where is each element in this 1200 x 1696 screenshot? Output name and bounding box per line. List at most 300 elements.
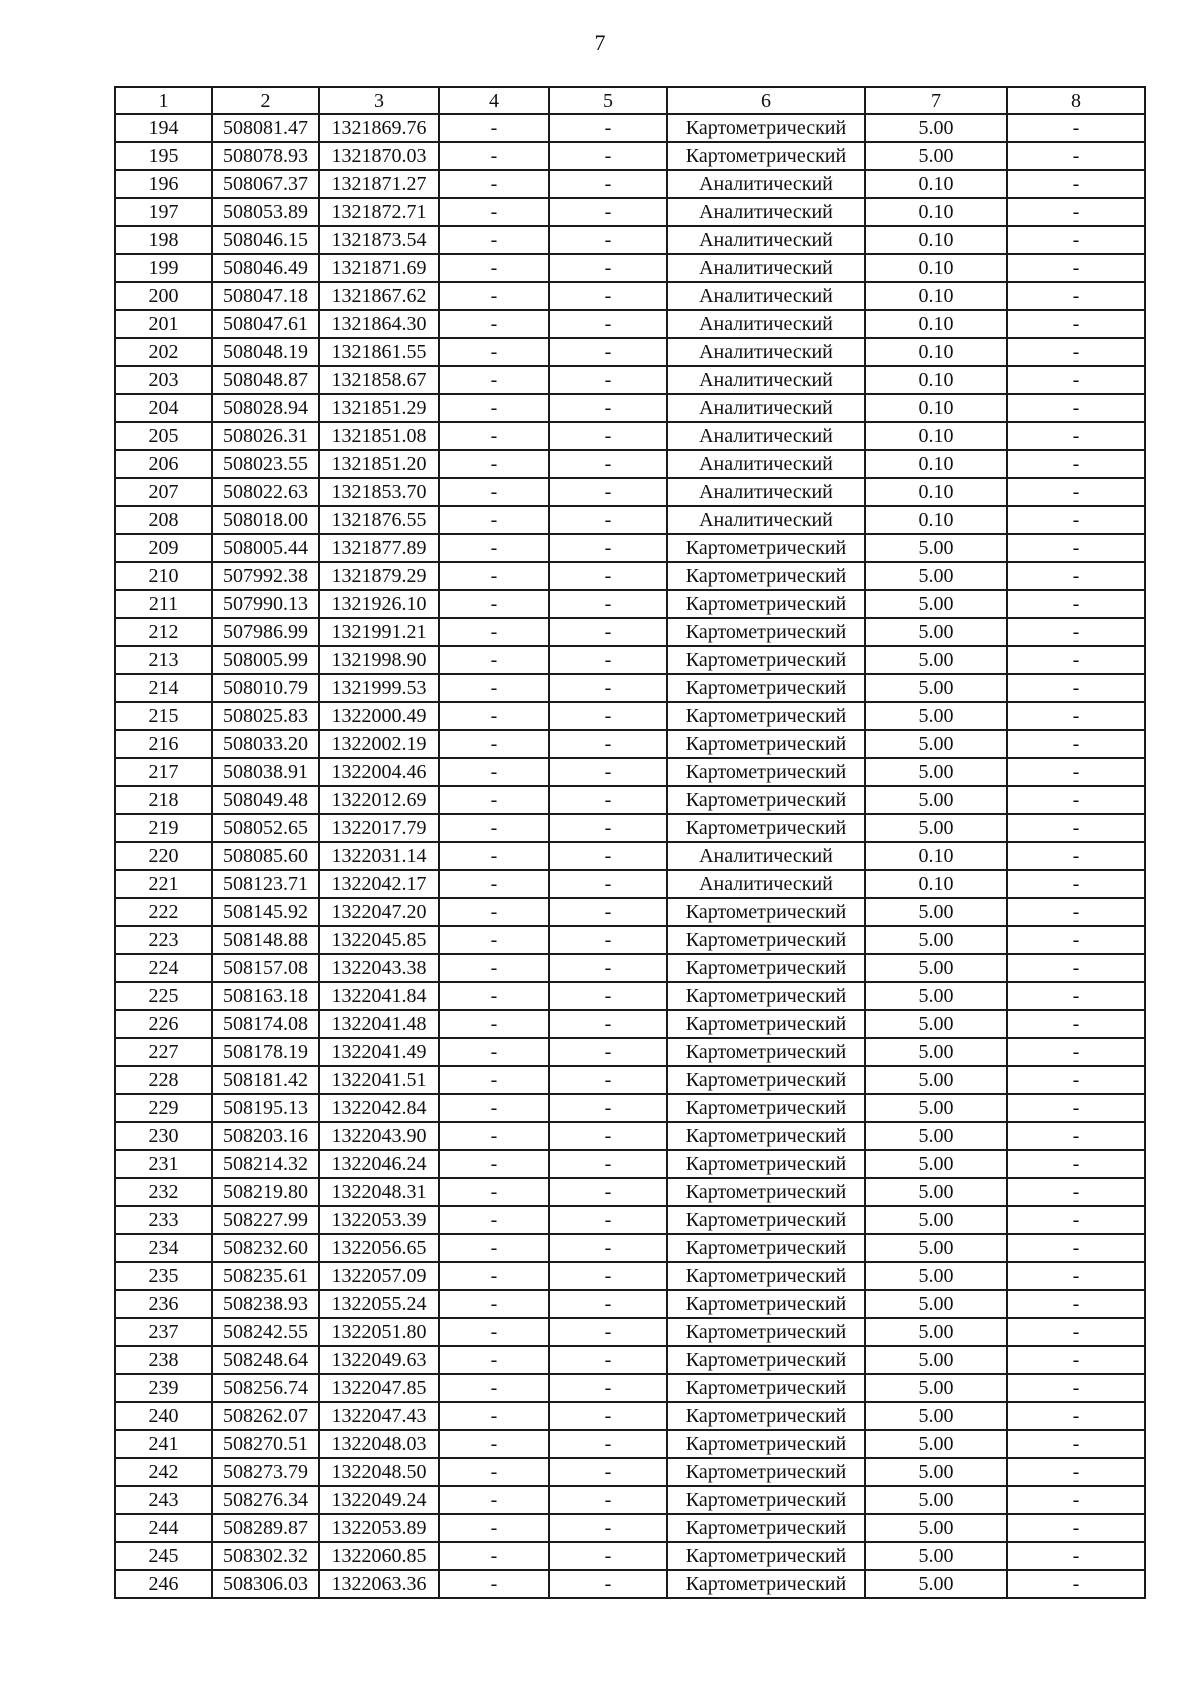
method-cell: Аналитический bbox=[667, 842, 865, 870]
y-coordinate-cell: 1321869.76 bbox=[319, 114, 439, 142]
col-8-value-cell: - bbox=[1007, 282, 1145, 310]
method-cell: Картометрический bbox=[667, 982, 865, 1010]
point-number-cell: 196 bbox=[115, 170, 212, 198]
method-cell: Картометрический bbox=[667, 1262, 865, 1290]
x-coordinate-cell: 508033.20 bbox=[212, 730, 319, 758]
method-cell: Картометрический bbox=[667, 1178, 865, 1206]
method-cell: Картометрический bbox=[667, 618, 865, 646]
x-coordinate-cell: 508174.08 bbox=[212, 1010, 319, 1038]
col-5-value-cell: - bbox=[549, 282, 667, 310]
col-4-value-cell: - bbox=[439, 1570, 549, 1598]
accuracy-cell: 5.00 bbox=[865, 786, 1007, 814]
accuracy-cell: 0.10 bbox=[865, 170, 1007, 198]
col-8-value-cell: - bbox=[1007, 478, 1145, 506]
table-row bbox=[115, 366, 1145, 394]
y-coordinate-cell: 1322063.36 bbox=[319, 1570, 439, 1598]
method-cell: Картометрический bbox=[667, 1010, 865, 1038]
method-cell: Картометрический bbox=[667, 954, 865, 982]
y-coordinate-cell: 1322045.85 bbox=[319, 926, 439, 954]
col-5-value-cell: - bbox=[549, 366, 667, 394]
point-number-cell: 216 bbox=[115, 730, 212, 758]
table-body bbox=[115, 114, 1145, 1598]
col-4-value-cell: - bbox=[439, 142, 549, 170]
x-coordinate-cell: 507986.99 bbox=[212, 618, 319, 646]
x-coordinate-cell: 508232.60 bbox=[212, 1234, 319, 1262]
x-coordinate-cell: 508302.32 bbox=[212, 1542, 319, 1570]
table-row bbox=[115, 478, 1145, 506]
table-row bbox=[115, 702, 1145, 730]
x-coordinate-cell: 508148.88 bbox=[212, 926, 319, 954]
col-4-value-cell: - bbox=[439, 982, 549, 1010]
method-cell: Картометрический bbox=[667, 730, 865, 758]
col-8-value-cell: - bbox=[1007, 1458, 1145, 1486]
col-8-value-cell: - bbox=[1007, 198, 1145, 226]
point-number-cell: 200 bbox=[115, 282, 212, 310]
col-5-value-cell: - bbox=[549, 1206, 667, 1234]
col-4-value-cell: - bbox=[439, 1514, 549, 1542]
col-5-value-cell: - bbox=[549, 1094, 667, 1122]
accuracy-cell: 0.10 bbox=[865, 254, 1007, 282]
method-cell: Аналитический bbox=[667, 282, 865, 310]
col-5-value-cell: - bbox=[549, 730, 667, 758]
col-8-value-cell: - bbox=[1007, 842, 1145, 870]
accuracy-cell: 0.10 bbox=[865, 394, 1007, 422]
col-8-value-cell: - bbox=[1007, 534, 1145, 562]
col-5-value-cell: - bbox=[549, 1150, 667, 1178]
accuracy-cell: 5.00 bbox=[865, 674, 1007, 702]
y-coordinate-cell: 1322048.03 bbox=[319, 1430, 439, 1458]
y-coordinate-cell: 1322055.24 bbox=[319, 1290, 439, 1318]
method-cell: Картометрический bbox=[667, 1430, 865, 1458]
accuracy-cell: 5.00 bbox=[865, 1038, 1007, 1066]
col-4-value-cell: - bbox=[439, 1178, 549, 1206]
col-8-value-cell: - bbox=[1007, 590, 1145, 618]
point-number-cell: 237 bbox=[115, 1318, 212, 1346]
page-number: 7 bbox=[594, 30, 606, 55]
col-4-value-cell: - bbox=[439, 394, 549, 422]
x-coordinate-cell: 508262.07 bbox=[212, 1402, 319, 1430]
col-4-value-cell: - bbox=[439, 730, 549, 758]
method-cell: Картометрический bbox=[667, 1318, 865, 1346]
point-number-cell: 230 bbox=[115, 1122, 212, 1150]
method-cell: Картометрический bbox=[667, 786, 865, 814]
y-coordinate-cell: 1321873.54 bbox=[319, 226, 439, 254]
method-cell: Картометрический bbox=[667, 926, 865, 954]
x-coordinate-cell: 508046.49 bbox=[212, 254, 319, 282]
y-coordinate-cell: 1321870.03 bbox=[319, 142, 439, 170]
point-number-cell: 232 bbox=[115, 1178, 212, 1206]
accuracy-cell: 5.00 bbox=[865, 1122, 1007, 1150]
point-number-cell: 198 bbox=[115, 226, 212, 254]
col-4-value-cell: - bbox=[439, 1430, 549, 1458]
y-coordinate-cell: 1321851.20 bbox=[319, 450, 439, 478]
y-coordinate-cell: 1321853.70 bbox=[319, 478, 439, 506]
x-coordinate-cell: 507992.38 bbox=[212, 562, 319, 590]
point-number-cell: 207 bbox=[115, 478, 212, 506]
col-8-value-cell: - bbox=[1007, 1234, 1145, 1262]
accuracy-cell: 0.10 bbox=[865, 450, 1007, 478]
col-5-value-cell: - bbox=[549, 674, 667, 702]
point-number-cell: 205 bbox=[115, 422, 212, 450]
header-row bbox=[115, 87, 1145, 114]
point-number-cell: 242 bbox=[115, 1458, 212, 1486]
col-8-value-cell: - bbox=[1007, 1122, 1145, 1150]
y-coordinate-cell: 1322047.85 bbox=[319, 1374, 439, 1402]
x-coordinate-cell: 508242.55 bbox=[212, 1318, 319, 1346]
x-coordinate-cell: 508181.42 bbox=[212, 1066, 319, 1094]
col-8-value-cell: - bbox=[1007, 1346, 1145, 1374]
point-number-cell: 243 bbox=[115, 1486, 212, 1514]
point-number-cell: 239 bbox=[115, 1374, 212, 1402]
y-coordinate-cell: 1321861.55 bbox=[319, 338, 439, 366]
col-8-value-cell: - bbox=[1007, 1010, 1145, 1038]
table-row bbox=[115, 1010, 1145, 1038]
col-8-value-cell: - bbox=[1007, 394, 1145, 422]
y-coordinate-cell: 1321851.29 bbox=[319, 394, 439, 422]
point-number-cell: 195 bbox=[115, 142, 212, 170]
method-cell: Картометрический bbox=[667, 1542, 865, 1570]
col-5-value-cell: - bbox=[549, 842, 667, 870]
method-cell: Картометрический bbox=[667, 1374, 865, 1402]
col-5-value-cell: - bbox=[549, 646, 667, 674]
accuracy-cell: 5.00 bbox=[865, 1514, 1007, 1542]
table-row bbox=[115, 282, 1145, 310]
col-4-value-cell: - bbox=[439, 226, 549, 254]
x-coordinate-cell: 508085.60 bbox=[212, 842, 319, 870]
col-4-value-cell: - bbox=[439, 646, 549, 674]
x-coordinate-cell: 508046.15 bbox=[212, 226, 319, 254]
col-4-value-cell: - bbox=[439, 870, 549, 898]
table-row bbox=[115, 1094, 1145, 1122]
column-header: 2 bbox=[212, 87, 319, 114]
table-row bbox=[115, 1066, 1145, 1094]
table-row bbox=[115, 646, 1145, 674]
method-cell: Аналитический bbox=[667, 198, 865, 226]
accuracy-cell: 5.00 bbox=[865, 730, 1007, 758]
accuracy-cell: 5.00 bbox=[865, 758, 1007, 786]
method-cell: Картометрический bbox=[667, 1402, 865, 1430]
col-8-value-cell: - bbox=[1007, 1514, 1145, 1542]
x-coordinate-cell: 508049.48 bbox=[212, 786, 319, 814]
table-row bbox=[115, 870, 1145, 898]
point-number-cell: 245 bbox=[115, 1542, 212, 1570]
x-coordinate-cell: 508067.37 bbox=[212, 170, 319, 198]
accuracy-cell: 5.00 bbox=[865, 562, 1007, 590]
col-5-value-cell: - bbox=[549, 450, 667, 478]
accuracy-cell: 5.00 bbox=[865, 1150, 1007, 1178]
accuracy-cell: 0.10 bbox=[865, 870, 1007, 898]
y-coordinate-cell: 1322046.24 bbox=[319, 1150, 439, 1178]
col-5-value-cell: - bbox=[549, 870, 667, 898]
table-row bbox=[115, 170, 1145, 198]
point-number-cell: 215 bbox=[115, 702, 212, 730]
y-coordinate-cell: 1321867.62 bbox=[319, 282, 439, 310]
accuracy-cell: 5.00 bbox=[865, 1430, 1007, 1458]
method-cell: Картометрический bbox=[667, 1066, 865, 1094]
method-cell: Картометрический bbox=[667, 1206, 865, 1234]
point-number-cell: 217 bbox=[115, 758, 212, 786]
y-coordinate-cell: 1321991.21 bbox=[319, 618, 439, 646]
col-5-value-cell: - bbox=[549, 1486, 667, 1514]
x-coordinate-cell: 508157.08 bbox=[212, 954, 319, 982]
y-coordinate-cell: 1322051.80 bbox=[319, 1318, 439, 1346]
y-coordinate-cell: 1321872.71 bbox=[319, 198, 439, 226]
col-4-value-cell: - bbox=[439, 926, 549, 954]
y-coordinate-cell: 1322057.09 bbox=[319, 1262, 439, 1290]
y-coordinate-cell: 1321864.30 bbox=[319, 310, 439, 338]
col-8-value-cell: - bbox=[1007, 450, 1145, 478]
x-coordinate-cell: 508276.34 bbox=[212, 1486, 319, 1514]
point-number-cell: 223 bbox=[115, 926, 212, 954]
col-4-value-cell: - bbox=[439, 282, 549, 310]
col-5-value-cell: - bbox=[549, 1122, 667, 1150]
point-number-cell: 210 bbox=[115, 562, 212, 590]
accuracy-cell: 5.00 bbox=[865, 618, 1007, 646]
col-5-value-cell: - bbox=[549, 1346, 667, 1374]
accuracy-cell: 0.10 bbox=[865, 478, 1007, 506]
accuracy-cell: 5.00 bbox=[865, 1066, 1007, 1094]
table-row bbox=[115, 506, 1145, 534]
y-coordinate-cell: 1321926.10 bbox=[319, 590, 439, 618]
y-coordinate-cell: 1321858.67 bbox=[319, 366, 439, 394]
col-5-value-cell: - bbox=[549, 394, 667, 422]
table-row bbox=[115, 1262, 1145, 1290]
column-header: 3 bbox=[319, 87, 439, 114]
col-8-value-cell: - bbox=[1007, 1430, 1145, 1458]
method-cell: Картометрический bbox=[667, 1346, 865, 1374]
accuracy-cell: 5.00 bbox=[865, 1402, 1007, 1430]
col-5-value-cell: - bbox=[549, 254, 667, 282]
accuracy-cell: 5.00 bbox=[865, 1290, 1007, 1318]
col-8-value-cell: - bbox=[1007, 1290, 1145, 1318]
col-4-value-cell: - bbox=[439, 786, 549, 814]
table-row bbox=[115, 1514, 1145, 1542]
col-4-value-cell: - bbox=[439, 1402, 549, 1430]
col-8-value-cell: - bbox=[1007, 730, 1145, 758]
method-cell: Картометрический bbox=[667, 1486, 865, 1514]
x-coordinate-cell: 507990.13 bbox=[212, 590, 319, 618]
accuracy-cell: 5.00 bbox=[865, 1374, 1007, 1402]
col-8-value-cell: - bbox=[1007, 898, 1145, 926]
column-header: 5 bbox=[549, 87, 667, 114]
y-coordinate-cell: 1321876.55 bbox=[319, 506, 439, 534]
col-5-value-cell: - bbox=[549, 1318, 667, 1346]
x-coordinate-cell: 508178.19 bbox=[212, 1038, 319, 1066]
col-8-value-cell: - bbox=[1007, 1402, 1145, 1430]
col-8-value-cell: - bbox=[1007, 982, 1145, 1010]
x-coordinate-cell: 508306.03 bbox=[212, 1570, 319, 1598]
col-5-value-cell: - bbox=[549, 1458, 667, 1486]
table-row bbox=[115, 1486, 1145, 1514]
column-header: 8 bbox=[1007, 87, 1145, 114]
method-cell: Картометрический bbox=[667, 1234, 865, 1262]
col-8-value-cell: - bbox=[1007, 1094, 1145, 1122]
x-coordinate-cell: 508026.31 bbox=[212, 422, 319, 450]
col-5-value-cell: - bbox=[549, 1010, 667, 1038]
table-row bbox=[115, 1206, 1145, 1234]
x-coordinate-cell: 508289.87 bbox=[212, 1514, 319, 1542]
accuracy-cell: 0.10 bbox=[865, 282, 1007, 310]
point-number-cell: 202 bbox=[115, 338, 212, 366]
coordinates-table bbox=[114, 86, 1146, 1599]
x-coordinate-cell: 508053.89 bbox=[212, 198, 319, 226]
accuracy-cell: 0.10 bbox=[865, 842, 1007, 870]
y-coordinate-cell: 1321851.08 bbox=[319, 422, 439, 450]
table-row bbox=[115, 982, 1145, 1010]
x-coordinate-cell: 508219.80 bbox=[212, 1178, 319, 1206]
col-5-value-cell: - bbox=[549, 1262, 667, 1290]
col-4-value-cell: - bbox=[439, 534, 549, 562]
point-number-cell: 236 bbox=[115, 1290, 212, 1318]
table-row bbox=[115, 422, 1145, 450]
point-number-cell: 233 bbox=[115, 1206, 212, 1234]
table-row bbox=[115, 534, 1145, 562]
x-coordinate-cell: 508195.13 bbox=[212, 1094, 319, 1122]
point-number-cell: 226 bbox=[115, 1010, 212, 1038]
col-8-value-cell: - bbox=[1007, 758, 1145, 786]
point-number-cell: 203 bbox=[115, 366, 212, 394]
x-coordinate-cell: 508048.19 bbox=[212, 338, 319, 366]
method-cell: Аналитический bbox=[667, 310, 865, 338]
col-8-value-cell: - bbox=[1007, 674, 1145, 702]
col-5-value-cell: - bbox=[549, 898, 667, 926]
x-coordinate-cell: 508235.61 bbox=[212, 1262, 319, 1290]
col-5-value-cell: - bbox=[549, 170, 667, 198]
accuracy-cell: 5.00 bbox=[865, 1346, 1007, 1374]
accuracy-cell: 5.00 bbox=[865, 1262, 1007, 1290]
point-number-cell: 206 bbox=[115, 450, 212, 478]
method-cell: Картометрический bbox=[667, 1122, 865, 1150]
col-5-value-cell: - bbox=[549, 702, 667, 730]
col-8-value-cell: - bbox=[1007, 114, 1145, 142]
method-cell: Аналитический bbox=[667, 870, 865, 898]
col-4-value-cell: - bbox=[439, 1262, 549, 1290]
y-coordinate-cell: 1322048.50 bbox=[319, 1458, 439, 1486]
table-row bbox=[115, 198, 1145, 226]
col-8-value-cell: - bbox=[1007, 786, 1145, 814]
col-5-value-cell: - bbox=[549, 954, 667, 982]
y-coordinate-cell: 1322041.51 bbox=[319, 1066, 439, 1094]
point-number-cell: 201 bbox=[115, 310, 212, 338]
method-cell: Аналитический bbox=[667, 450, 865, 478]
col-4-value-cell: - bbox=[439, 506, 549, 534]
x-coordinate-cell: 508227.99 bbox=[212, 1206, 319, 1234]
method-cell: Картометрический bbox=[667, 674, 865, 702]
method-cell: Картометрический bbox=[667, 1458, 865, 1486]
point-number-cell: 199 bbox=[115, 254, 212, 282]
col-4-value-cell: - bbox=[439, 1094, 549, 1122]
y-coordinate-cell: 1322053.89 bbox=[319, 1514, 439, 1542]
y-coordinate-cell: 1322041.48 bbox=[319, 1010, 439, 1038]
col-4-value-cell: - bbox=[439, 702, 549, 730]
point-number-cell: 197 bbox=[115, 198, 212, 226]
table-row bbox=[115, 1346, 1145, 1374]
accuracy-cell: 5.00 bbox=[865, 954, 1007, 982]
point-number-cell: 228 bbox=[115, 1066, 212, 1094]
col-8-value-cell: - bbox=[1007, 1206, 1145, 1234]
col-5-value-cell: - bbox=[549, 1038, 667, 1066]
column-header: 1 bbox=[115, 87, 212, 114]
table-row bbox=[115, 450, 1145, 478]
col-5-value-cell: - bbox=[549, 422, 667, 450]
col-5-value-cell: - bbox=[549, 114, 667, 142]
table-row bbox=[115, 1150, 1145, 1178]
accuracy-cell: 5.00 bbox=[865, 814, 1007, 842]
col-5-value-cell: - bbox=[549, 226, 667, 254]
accuracy-cell: 0.10 bbox=[865, 506, 1007, 534]
col-8-value-cell: - bbox=[1007, 814, 1145, 842]
accuracy-cell: 0.10 bbox=[865, 310, 1007, 338]
accuracy-cell: 5.00 bbox=[865, 982, 1007, 1010]
accuracy-cell: 5.00 bbox=[865, 534, 1007, 562]
col-8-value-cell: - bbox=[1007, 254, 1145, 282]
accuracy-cell: 5.00 bbox=[865, 702, 1007, 730]
method-cell: Картометрический bbox=[667, 562, 865, 590]
col-4-value-cell: - bbox=[439, 1010, 549, 1038]
col-5-value-cell: - bbox=[549, 1430, 667, 1458]
accuracy-cell: 5.00 bbox=[865, 1458, 1007, 1486]
y-coordinate-cell: 1322053.39 bbox=[319, 1206, 439, 1234]
col-8-value-cell: - bbox=[1007, 506, 1145, 534]
point-number-cell: 231 bbox=[115, 1150, 212, 1178]
col-5-value-cell: - bbox=[549, 926, 667, 954]
col-4-value-cell: - bbox=[439, 1374, 549, 1402]
col-8-value-cell: - bbox=[1007, 1262, 1145, 1290]
point-number-cell: 240 bbox=[115, 1402, 212, 1430]
table-row bbox=[115, 310, 1145, 338]
x-coordinate-cell: 508203.16 bbox=[212, 1122, 319, 1150]
accuracy-cell: 5.00 bbox=[865, 1178, 1007, 1206]
col-5-value-cell: - bbox=[549, 786, 667, 814]
col-4-value-cell: - bbox=[439, 842, 549, 870]
col-5-value-cell: - bbox=[549, 1374, 667, 1402]
table-row bbox=[115, 674, 1145, 702]
col-5-value-cell: - bbox=[549, 338, 667, 366]
x-coordinate-cell: 508023.55 bbox=[212, 450, 319, 478]
x-coordinate-cell: 508273.79 bbox=[212, 1458, 319, 1486]
col-8-value-cell: - bbox=[1007, 310, 1145, 338]
point-number-cell: 244 bbox=[115, 1514, 212, 1542]
col-5-value-cell: - bbox=[549, 534, 667, 562]
y-coordinate-cell: 1322041.49 bbox=[319, 1038, 439, 1066]
col-4-value-cell: - bbox=[439, 618, 549, 646]
col-8-value-cell: - bbox=[1007, 1038, 1145, 1066]
y-coordinate-cell: 1321999.53 bbox=[319, 674, 439, 702]
col-4-value-cell: - bbox=[439, 1458, 549, 1486]
method-cell: Картометрический bbox=[667, 758, 865, 786]
col-8-value-cell: - bbox=[1007, 1374, 1145, 1402]
col-4-value-cell: - bbox=[439, 478, 549, 506]
col-8-value-cell: - bbox=[1007, 618, 1145, 646]
col-8-value-cell: - bbox=[1007, 170, 1145, 198]
col-5-value-cell: - bbox=[549, 1514, 667, 1542]
point-number-cell: 225 bbox=[115, 982, 212, 1010]
table-row bbox=[115, 1570, 1145, 1598]
point-number-cell: 209 bbox=[115, 534, 212, 562]
column-header: 7 bbox=[865, 87, 1007, 114]
accuracy-cell: 5.00 bbox=[865, 1094, 1007, 1122]
y-coordinate-cell: 1322012.69 bbox=[319, 786, 439, 814]
point-number-cell: 235 bbox=[115, 1262, 212, 1290]
col-4-value-cell: - bbox=[439, 1038, 549, 1066]
point-number-cell: 238 bbox=[115, 1346, 212, 1374]
col-5-value-cell: - bbox=[549, 1234, 667, 1262]
accuracy-cell: 5.00 bbox=[865, 1486, 1007, 1514]
method-cell: Картометрический bbox=[667, 1514, 865, 1542]
accuracy-cell: 5.00 bbox=[865, 1318, 1007, 1346]
method-cell: Картометрический bbox=[667, 646, 865, 674]
x-coordinate-cell: 508048.87 bbox=[212, 366, 319, 394]
